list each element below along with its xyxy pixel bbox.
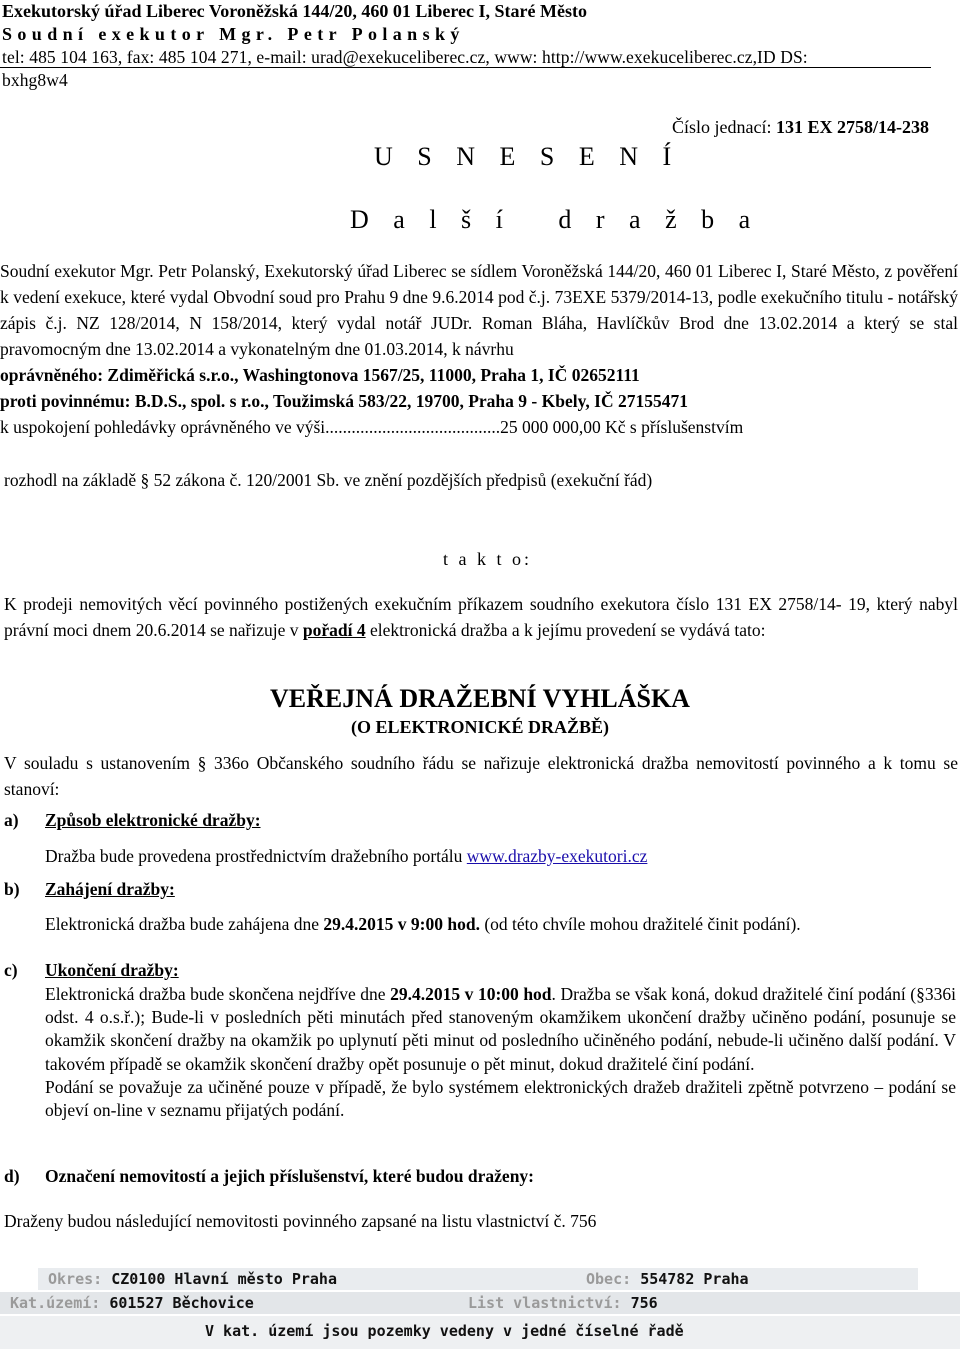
section-a-body — [45, 845, 956, 868]
section-c-paragraph — [45, 983, 956, 1076]
section-c-paragraph-2: Podání se považuje za učiněné pouze v případě, že bylo systémem elektronických dražeb dražiteli zpětně potvrzeno – podání se objeví on-line v seznamu přijatých podání. — [45, 1076, 956, 1121]
area-value: 601527 Běchovice — [109, 1294, 254, 1312]
section-b-label: b) — [4, 879, 20, 899]
cadastre-municipality — [586, 1268, 749, 1290]
sale-order-text-end: elektronická dražba a k jejímu provedení se vydává tato: — [370, 620, 766, 640]
intro-text: Soudní exekutor Mgr. Petr Polanský, Exekutorský úřad Liberec se sídlem Voroněžská 144/20, 460 01 Liberec I, Staré Město, z pověření k vedení exekuce, které vydal Obvodní soud pro Prahu 9 dne 9.6.2014 pod č.j. 73EXE 5379/2014-13, podle exekučního titulu - notářský zápis č.j. NZ 128/2014, N 158/2014, který vydal notář JUDr. Roman Bláha, Havlíčkův Brod dne 13.02.2014 a který se stal pravomocným dne 13.02.2014 a vykonatelným dne 01.03.2014, k návrhu — [0, 261, 958, 359]
case-number-label: Číslo jednací: — [672, 117, 772, 137]
contact-line: tel: 485 104 163, fax: 485 104 271, e-mail: urad@exekuceliberec.cz, www: http://www.exekuceliberec.cz,ID DS: — [2, 47, 808, 67]
section-c-text: Elektronická dražba bude skončena nejdříve dne — [45, 984, 386, 1004]
claim-dots: ........................................ — [325, 417, 501, 437]
intro-paragraph — [0, 258, 958, 440]
section-a-text: Dražba bude provedena prostřednictvím dražebního portálu — [45, 846, 463, 866]
legal-basis: rozhodl na základě § 52 zákona č. 120/2001 Sb. ve znění pozdějších předpisů (exekuční řád) — [4, 470, 653, 490]
case-number-value: 131 EX 2758/14-238 — [775, 117, 929, 137]
takto-heading: t a k t o: — [443, 549, 532, 569]
title-dalsi-drazba: D a l š í d r a ž b a — [350, 205, 760, 234]
title-usneseni: U S N E S E N Í — [374, 142, 681, 171]
district-value: CZ0100 Hlavní město Praha — [111, 1270, 337, 1288]
section-b-text: Elektronická dražba bude zahájena dne — [45, 914, 320, 934]
creditor-line: oprávněného: Zdiměřická s.r.o., Washingtonova 1567/25, 11000, Praha 1, IČ 02652111 — [0, 365, 640, 385]
section-c-text-end: . Dražba se však koná, dokud dražitelé činí podání (§336i odst. 4 o.s.ř.); Bude-li v posledních pěti minutách před stanoveným okamžikem ukončení dražby učiněno podání, posunuje se okamžik skončení dražby na okamžik po uplynutí pěti minut od posledního učiněného podání, nebude-li učiněno další podání. V takovém případě se okamžik skončení dražby opět posunuje o pět minut, dokud dražitelé činí podání. — [45, 984, 956, 1074]
area-label: Kat.území: — [10, 1294, 101, 1312]
cadastre-note: V kat. území jsou pozemky vedeny v jedné číselné řadě — [205, 1322, 684, 1340]
section-d-label: d) — [4, 1166, 20, 1186]
section-b-text-end: (od této chvíle mohou dražitelé činit podání). — [484, 914, 801, 934]
section-b-heading: Zahájení dražby: — [45, 879, 175, 899]
auction-portal-link[interactable]: www.drazby-exekutori.cz — [466, 846, 648, 866]
debtor-line: proti povinnému: B.D.S., spol. s r.o., Toužimská 583/22, 19700, Praha 9 - Kbely, IČ 27155471 — [0, 391, 688, 411]
letterhead — [0, 0, 960, 92]
office-address: Exekutorský úřad Liberec Voroněžská 144/20, 460 01 Liberec I, Staré Město — [2, 1, 587, 21]
data-box-id: bxhg8w4 — [2, 70, 68, 90]
claim-line — [0, 414, 958, 440]
section-a-label: a) — [4, 810, 19, 830]
public-auction-subtitle: (O ELEKTRONICKÉ DRAŽBĚ) — [350, 717, 610, 737]
cadastre-ownership-sheet — [468, 1292, 658, 1314]
sale-order-text: K prodeji nemovitých věcí povinného postižených exekučním příkazem soudního exekutora číslo 131 EX 2758/14- 19, který nabyl právní moci dnem 20.6.2014 se nařizuje v — [4, 594, 958, 640]
start-datetime: 29.4.2015 v 9:00 hod. — [323, 914, 480, 934]
properties-intro: Draženy budou následující nemovitosti povinného zapsané na listu vlastnictví č. 756 — [4, 1211, 597, 1231]
claim-amount: 25 000 000,00 Kč s příslušenstvím — [500, 417, 744, 437]
cadastre-excerpt — [0, 1262, 960, 1349]
order-number: pořadí 4 — [302, 620, 366, 640]
section-d-heading: Označení nemovitostí a jejich příslušenství, které budou draženy: — [45, 1166, 535, 1186]
sale-order-paragraph — [4, 591, 958, 643]
district-label: Okres: — [48, 1270, 103, 1288]
claim-text: k uspokojení pohledávky oprávněného ve výši — [0, 417, 326, 437]
municipality-value: 554782 Praha — [640, 1270, 749, 1288]
accordance-paragraph: V souladu s ustanovením § 336o Občanského soudního řádu se nařizuje elektronická dražba nemovitostí povinného a k tomu se stanoví: — [4, 753, 958, 799]
ownership-sheet-label: List vlastnictví: — [468, 1294, 622, 1312]
section-c-body — [45, 983, 956, 1122]
municipality-label: Obec: — [586, 1270, 632, 1288]
end-datetime: 29.4.2015 v 10:00 hod — [390, 984, 552, 1004]
executor-name: Soudní exekutor Mgr. Petr Polanský — [2, 24, 465, 44]
cadastre-area — [10, 1292, 254, 1314]
header-rule — [0, 67, 931, 68]
section-a-heading: Způsob elektronické dražby: — [45, 810, 261, 830]
section-c-heading: Ukončení dražby: — [45, 960, 179, 980]
case-number — [672, 117, 929, 138]
section-b-body — [45, 913, 956, 936]
ownership-sheet-value: 756 — [630, 1294, 658, 1312]
cadastre-district — [48, 1268, 337, 1290]
public-auction-title: VEŘEJNÁ DRAŽEBNÍ VYHLÁŠKA — [270, 684, 690, 713]
section-c-label: c) — [4, 960, 18, 980]
